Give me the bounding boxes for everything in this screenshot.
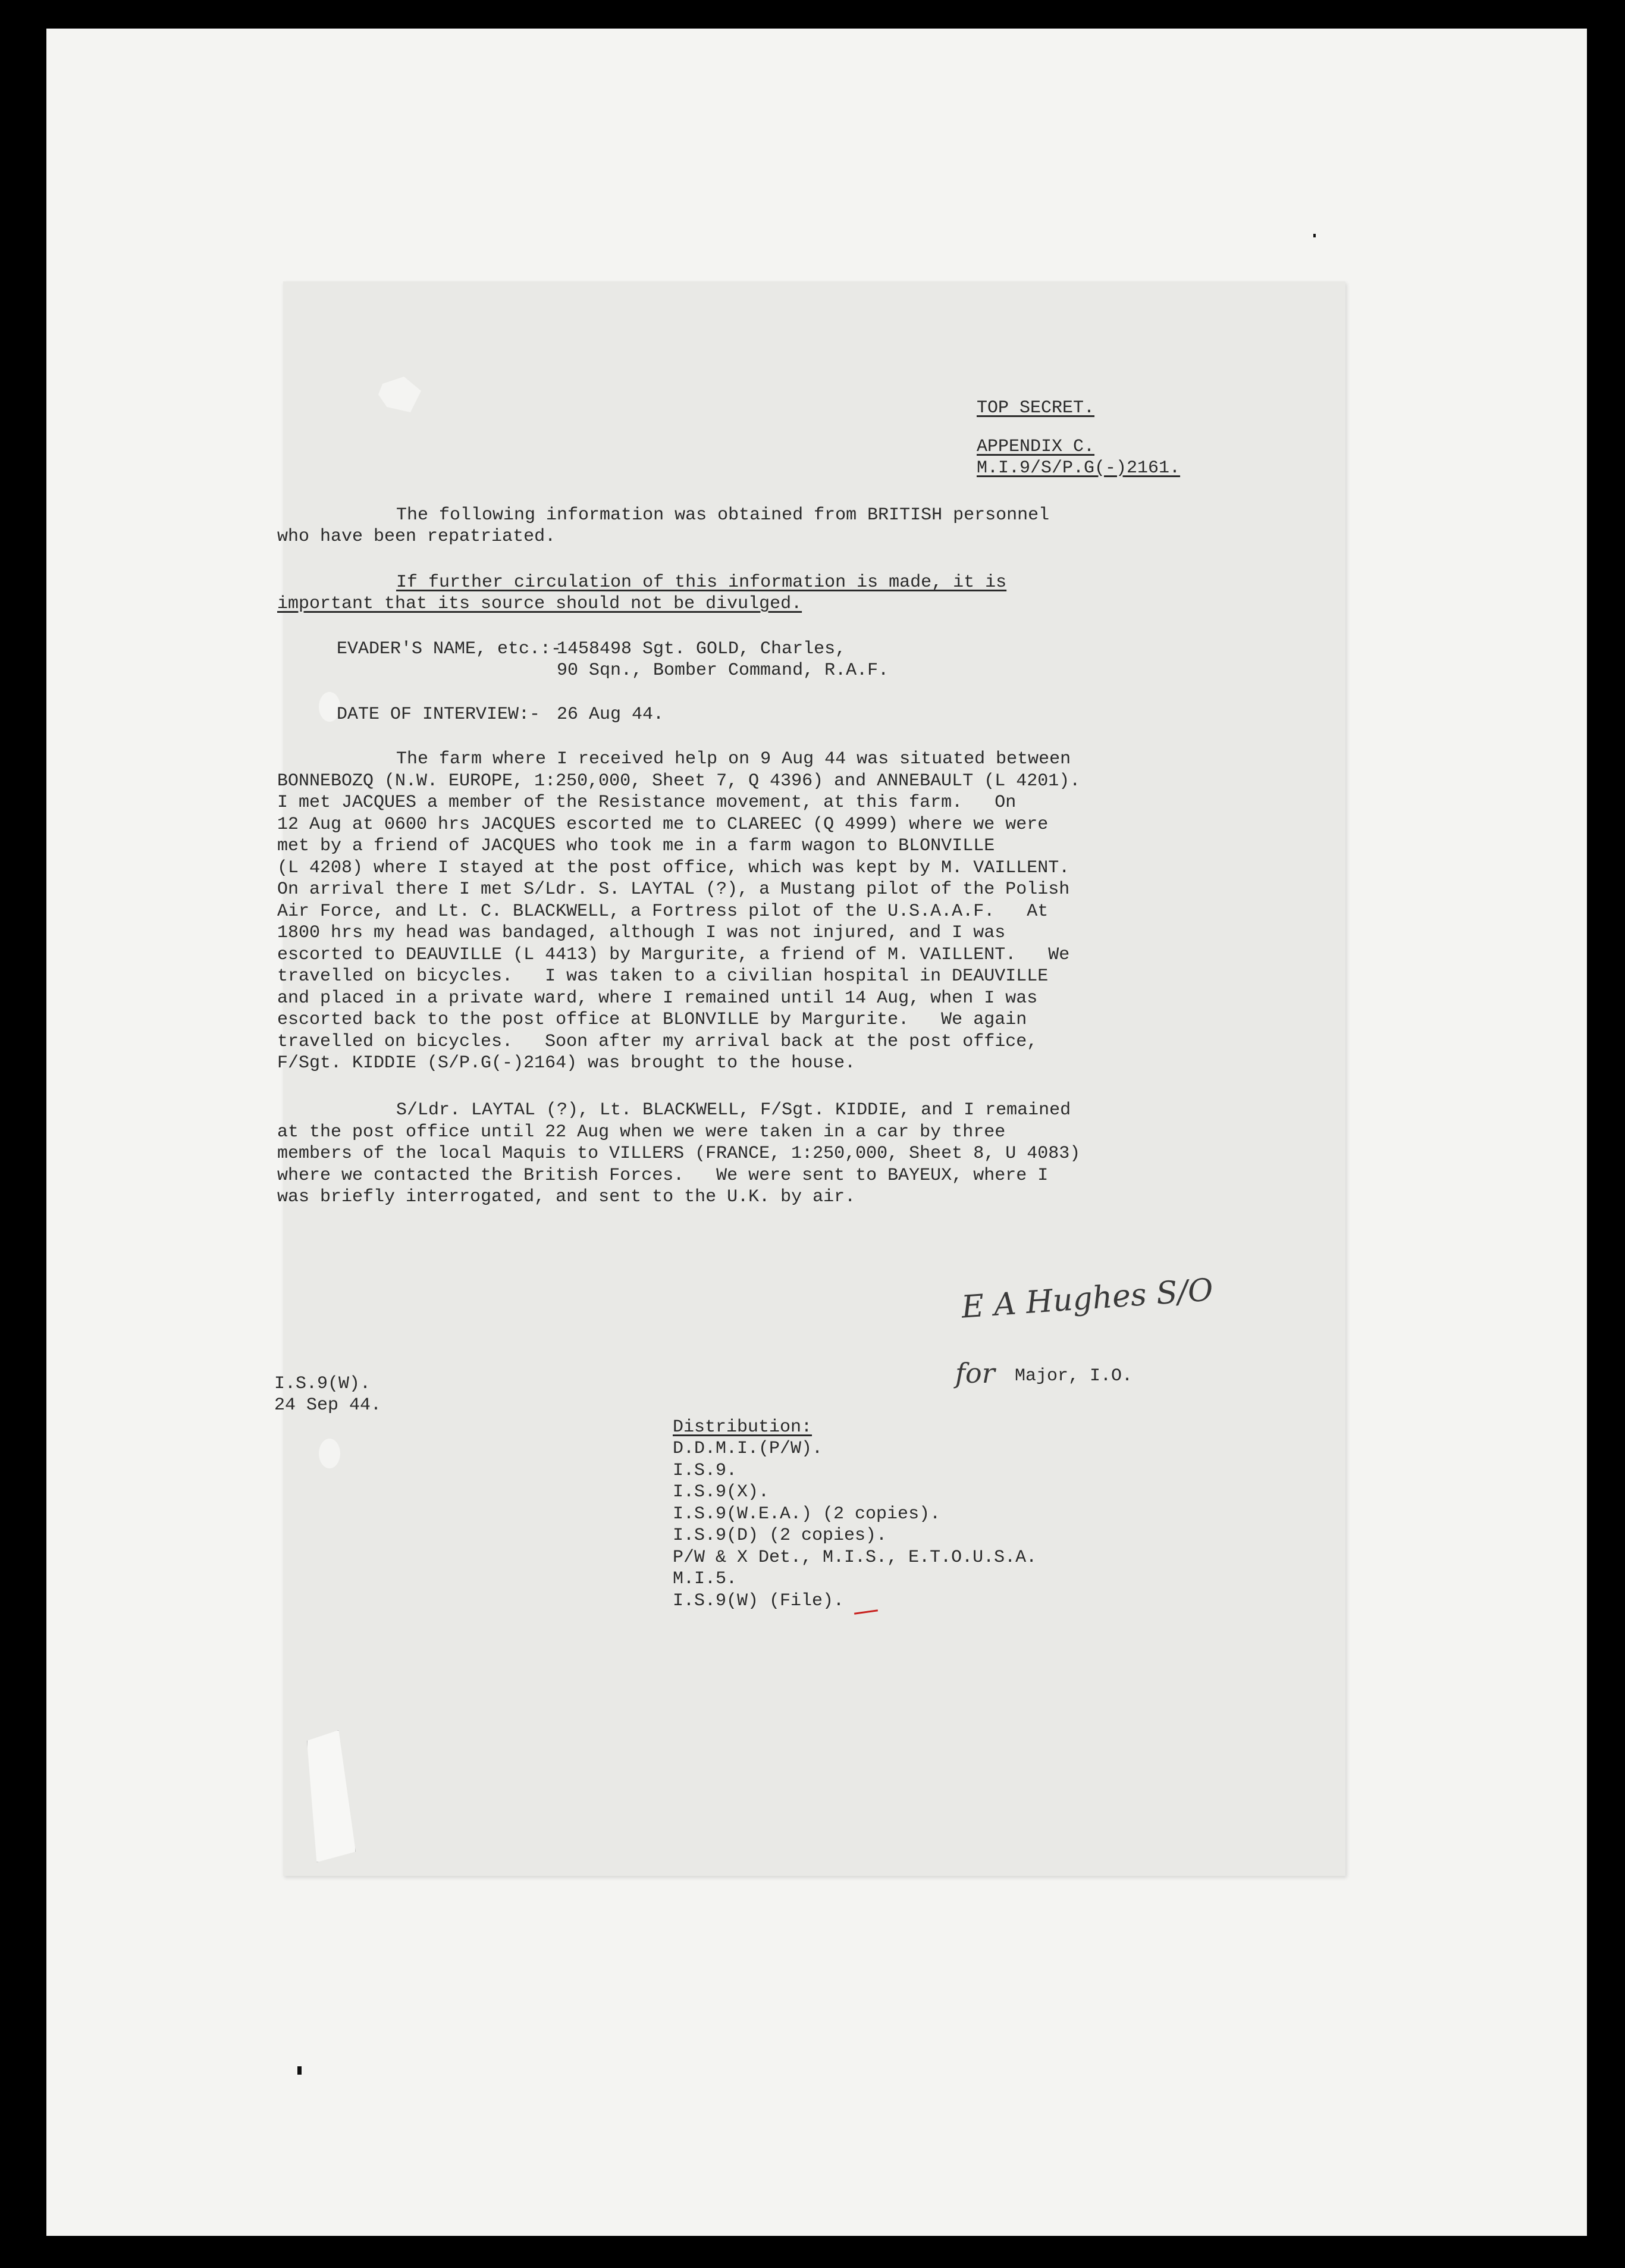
distribution-item: M.I.5. <box>673 1569 738 1589</box>
distribution-item: I.S.9(W) (File). <box>673 1590 845 1611</box>
paragraph-line: escorted to DEAUVILLE (L 4413) by Margurite, a friend of M. VAILLENT. We <box>277 944 1070 965</box>
appendix-label: APPENDIX C. <box>977 437 1095 457</box>
document-sheet <box>274 281 1345 1876</box>
paragraph-line: On arrival there I met S/Ldr. S. LAYTAL (?), a Mustang pilot of the Polish <box>277 879 1070 900</box>
distribution-item: I.S.9(D) (2 copies). <box>673 1525 887 1546</box>
signatory-title: Major, I.O. <box>1015 1366 1133 1386</box>
paragraph-line: 1800 hrs my head was bandaged, although I was not injured, and I was <box>277 923 1006 943</box>
folded-corner <box>307 1730 356 1862</box>
paragraph-line: was briefly interrogated, and sent to the U.K. by air. <box>277 1187 856 1207</box>
paragraph-line: S/Ldr. LAYTAL (?), Lt. BLACKWELL, F/Sgt. KIDDIE, and I remained <box>396 1100 1071 1120</box>
paragraph-line: members of the local Maquis to VILLERS (FRANCE, 1:250,000, Sheet 8, U 4083) <box>277 1144 1081 1164</box>
paragraph-line: Air Force, and Lt. C. BLACKWELL, a Fortress pilot of the U.S.A.A.F. At <box>277 901 1049 922</box>
distribution-item: D.D.M.I.(P/W). <box>673 1439 823 1459</box>
classification-label: TOP SECRET. <box>977 398 1095 418</box>
paragraph-line: escorted back to the post office at BLONVILLE by Margurite. We again <box>277 1010 1027 1030</box>
distribution-list <box>673 1438 1037 1612</box>
distribution-item: I.S.9(W.E.A.) (2 copies). <box>673 1503 941 1524</box>
evader-unit: 90 Sqn., Bomber Command, R.A.F. <box>557 660 889 681</box>
office-date: 24 Sep 44. <box>274 1395 382 1415</box>
torn-corner <box>378 377 421 412</box>
paragraph-line: met by a friend of JACQUES who took me in a farm wagon to BLONVILLE <box>277 836 995 856</box>
handwritten-for: for <box>955 1357 995 1389</box>
narrative-paragraph-1 <box>277 748 1080 1075</box>
distribution-item: I.S.9. <box>673 1460 738 1481</box>
evader-name: 1458498 Sgt. GOLD, Charles, <box>557 639 846 659</box>
evader-label: EVADER'S NAME, etc.:- <box>337 639 562 659</box>
paragraph-line: BONNEBOZQ (N.W. EUROPE, 1:250,000, Sheet 7, Q 4396) and ANNEBAULT (L 4201). <box>277 770 1081 791</box>
distribution-heading: Distribution: <box>673 1417 813 1437</box>
paragraph-line: I met JACQUES a member of the Resistance movement, at this farm. On <box>277 792 1017 813</box>
warning-line-1: If further circulation of this information is made, it is <box>396 572 1007 593</box>
narrative-paragraph-2 <box>277 1099 1080 1208</box>
paragraph-line: where we contacted the British Forces. We were sent to BAYEUX, where I <box>277 1165 1049 1186</box>
paragraph-line: travelled on bicycles. Soon after my arrival back at the post office, <box>277 1031 1038 1052</box>
interview-label: DATE OF INTERVIEW:- <box>337 704 541 725</box>
office-unit: I.S.9(W). <box>274 1374 371 1394</box>
ink-speck <box>297 2066 302 2075</box>
distribution-item: P/W & X Det., M.I.S., E.T.O.U.S.A. <box>673 1547 1037 1568</box>
paragraph-line: (L 4208) where I stayed at the post office, which was kept by M. VAILLENT. <box>277 857 1070 878</box>
paragraph-line: The farm where I received help on 9 Aug 44 was situated between <box>396 749 1071 769</box>
intro-line-2: who have been repatriated. <box>277 527 556 547</box>
warning-line-2: important that its source should not be divulged. <box>277 594 802 614</box>
ink-speck <box>1313 234 1316 237</box>
paragraph-line: 12 Aug at 0600 hrs JACQUES escorted me to CLAREEC (Q 4999) where we were <box>277 814 1049 835</box>
interview-date: 26 Aug 44. <box>557 704 664 725</box>
paragraph-line: F/Sgt. KIDDIE (S/P.G(-)2164) was brought to the house. <box>277 1053 856 1073</box>
distribution-item: I.S.9(X). <box>673 1482 770 1502</box>
handwritten-signature: E A Hughes S/O <box>960 1272 1215 1326</box>
paragraph-line: at the post office until 22 Aug when we were taken in a car by three <box>277 1122 1006 1142</box>
intro-line-1: The following information was obtained from BRITISH personnel <box>396 505 1050 525</box>
paragraph-line: and placed in a private ward, where I remained until 14 Aug, when I was <box>277 988 1038 1008</box>
paragraph-line: travelled on bicycles. I was taken to a civilian hospital in DEAUVILLE <box>277 966 1049 986</box>
punch-hole <box>319 1439 340 1468</box>
mount-board <box>46 29 1587 2236</box>
reference-number: M.I.9/S/P.G(-)2161. <box>977 458 1181 478</box>
